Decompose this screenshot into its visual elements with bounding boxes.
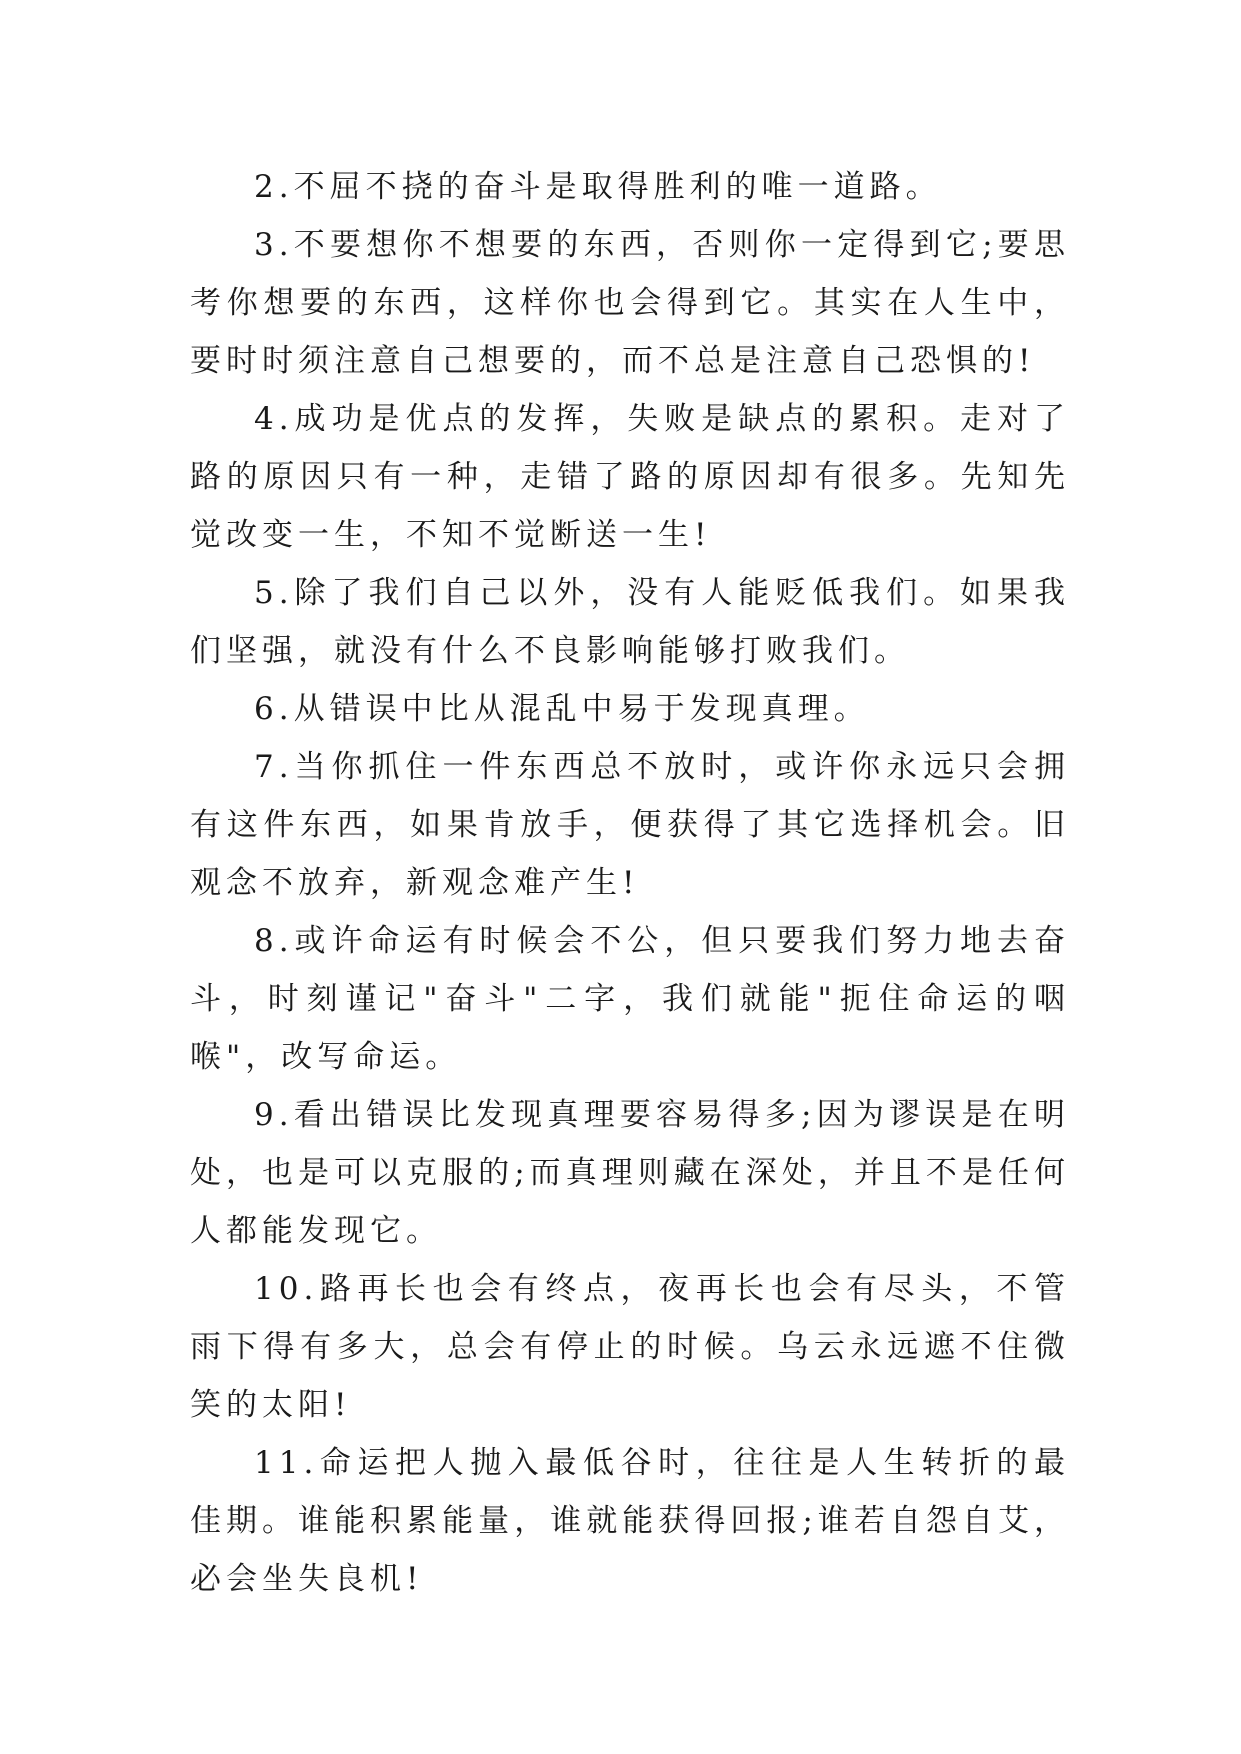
quote-paragraph-4: 4.成功是优点的发挥，失败是缺点的累积。走对了路的原因只有一种，走错了路的原因却有很多。先知先觉改变一生，不知不觉断送一生! — [190, 401, 1070, 553]
quote-paragraph-10: 10.路再长也会有终点，夜再长也会有尽头，不管雨下得有多大，总会有停止的时候。乌云永远遮不住微笑的太阳! — [190, 1271, 1070, 1423]
quote-paragraph-8: 8.或许命运有时候会不公，但只要我们努力地去奋斗，时刻谨记"奋斗"二字，我们就能"扼住命运的咽喉"，改写命运。 — [190, 923, 1070, 1075]
quote-paragraph-6: 6.从错误中比从混乱中易于发现真理。 — [254, 691, 870, 727]
quote-paragraph-3: 3.不要想你不想要的东西，否则你一定得到它;要思考你想要的东西，这样你也会得到它。其实在人生中，要时时须注意自己想要的，而不总是注意自己恐惧的! — [190, 227, 1070, 379]
quote-paragraph-5: 5.除了我们自己以外，没有人能贬低我们。如果我们坚强，就没有什么不良影响能够打败我们。 — [190, 575, 1070, 669]
quote-paragraph-2: 2.不屈不挠的奋斗是取得胜利的唯一道路。 — [254, 169, 942, 205]
quote-paragraph-11: 11.命运把人抛入最低谷时，往往是人生转折的最佳期。谁能积累能量，谁就能获得回报;谁若自怨自艾，必会坐失良机! — [190, 1445, 1070, 1597]
quote-paragraph-9: 9.看出错误比发现真理要容易得多;因为谬误是在明处，也是可以克服的;而真理则藏在深处，并且不是任何人都能发现它。 — [190, 1097, 1070, 1249]
document-body — [190, 158, 1070, 1608]
quote-paragraph-7: 7.当你抓住一件东西总不放时，或许你永远只会拥有这件东西，如果肯放手，便获得了其它选择机会。旧观念不放弃，新观念难产生! — [190, 749, 1070, 901]
